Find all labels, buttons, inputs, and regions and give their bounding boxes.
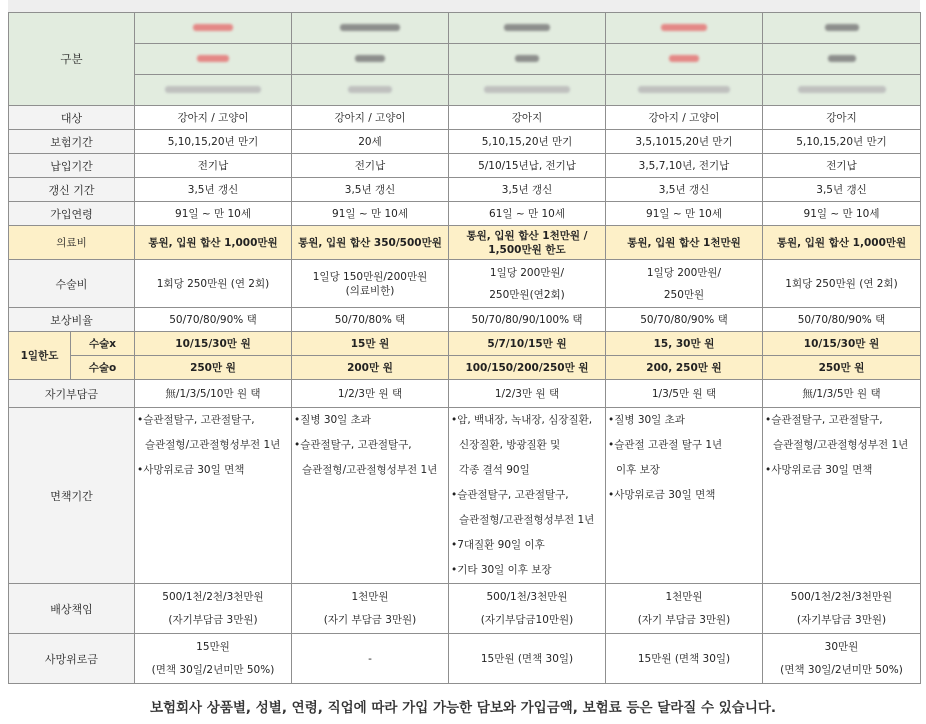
row-deductible <box>9 380 921 408</box>
table-cell: 100/150/200/250만 원 <box>449 356 606 380</box>
daily-limit-label: 1일한도 <box>9 332 71 380</box>
product-code-2 <box>292 44 449 75</box>
table-cell: 1회당 250만원 (연 2회) <box>763 260 921 308</box>
table-cell: 5,10,15,20년 만기 <box>135 130 292 154</box>
table-cell: 통원, 입원 합산 1,000만원 <box>135 226 292 260</box>
table-cell: 500/1천/2천/3천만원 (자기부담금 3만원) <box>135 584 292 634</box>
row-label: 가입연령 <box>9 202 135 226</box>
row-death <box>9 634 921 684</box>
table-cell: 1/2/3만 원 택 <box>449 380 606 408</box>
row-label: 갱신 기간 <box>9 178 135 202</box>
table-cell: 통원, 입원 합산 1천만원 <box>606 226 763 260</box>
row-ratio <box>9 308 921 332</box>
corner-label: 구분 <box>9 13 135 106</box>
table-cell: 통원, 입원 합산 1,000만원 <box>763 226 921 260</box>
product-code-5 <box>763 44 921 75</box>
row-exemption <box>9 408 921 584</box>
row-daily-limit-surgery <box>9 356 921 380</box>
sub-label: 수술x <box>71 332 135 356</box>
table-cell: 3,5,1015,20년 만기 <box>606 130 763 154</box>
top-strip <box>8 0 920 12</box>
company-name-4 <box>606 13 763 44</box>
table-cell: 200만 원 <box>292 356 449 380</box>
table-cell: 15만원 (면책 30일) <box>449 634 606 684</box>
row-label: 보상비율 <box>9 308 135 332</box>
table-cell: 500/1천/2천/3천만원 (자기부담금 3만원) <box>763 584 921 634</box>
row-medical <box>9 226 921 260</box>
exemption-cell: •질병 30일 초과 •슬관절탈구, 고관절탈구, 슬관절형/고관절형성부전 1년 <box>292 408 449 584</box>
row-age <box>9 202 921 226</box>
table-cell: 통원, 입원 합산 350/500만원 <box>292 226 449 260</box>
table-cell: 91일 ~ 만 10세 <box>763 202 921 226</box>
table-cell: 250만 원 <box>763 356 921 380</box>
table-cell: 91일 ~ 만 10세 <box>135 202 292 226</box>
row-label: 수술비 <box>9 260 135 308</box>
table-cell: 1일당 200만원/ 250만원(연2회) <box>449 260 606 308</box>
table-cell: 3,5년 갱신 <box>763 178 921 202</box>
table-cell: 전기납 <box>292 154 449 178</box>
table-cell: 1천만원 (자기 부담금 3만원) <box>606 584 763 634</box>
table-cell: 61일 ~ 만 10세 <box>449 202 606 226</box>
product-name-3 <box>449 75 606 106</box>
table-cell: 91일 ~ 만 10세 <box>606 202 763 226</box>
footer-disclaimer: 보험회사 상품별, 성별, 연령, 직업에 따라 가입 가능한 담보와 가입금액, 보험료 등은 달라질 수 있습니다. <box>149 700 777 716</box>
table-cell: 10/15/30만 원 <box>763 332 921 356</box>
table-cell: 無/1/3/5만 원 택 <box>763 380 921 408</box>
table-cell: 50/70/80/90/100% 택 <box>449 308 606 332</box>
table-cell: 15, 30만 원 <box>606 332 763 356</box>
table-cell: 통원, 입원 합산 1천만원 / 1,500만원 한도 <box>449 226 606 260</box>
table-cell: 강아지 <box>763 106 921 130</box>
sub-label: 수술o <box>71 356 135 380</box>
table-cell: 강아지 <box>449 106 606 130</box>
table-cell: 3,5년 갱신 <box>606 178 763 202</box>
row-payment <box>9 154 921 178</box>
table-cell: 250만 원 <box>135 356 292 380</box>
table-cell: 500/1천/3천만원 (자기부담금10만원) <box>449 584 606 634</box>
product-name-4 <box>606 75 763 106</box>
table-cell: 5/10/15년납, 전기납 <box>449 154 606 178</box>
table-cell: 강아지 / 고양이 <box>292 106 449 130</box>
row-label: 보험기간 <box>9 130 135 154</box>
table-cell: 50/70/80/90% 택 <box>135 308 292 332</box>
row-daily-limit-no-surgery <box>9 332 921 356</box>
product-code-1 <box>135 44 292 75</box>
exemption-cell: •암, 백내장, 녹내장, 심장질환, 신장질환, 방광질환 및 각종 결석 90일 •슬관절탈구, 고관절탈구, 슬관절형/고관절형성부전 1년 •7대질환 90일 이후 •기타 30일 이후 보장 <box>449 408 606 584</box>
company-name-5 <box>763 13 921 44</box>
table-cell: 강아지 / 고양이 <box>135 106 292 130</box>
product-code-4 <box>606 44 763 75</box>
row-renewal <box>9 178 921 202</box>
table-cell: 50/70/80% 택 <box>292 308 449 332</box>
table-cell: 1회당 250만원 (연 2회) <box>135 260 292 308</box>
header-row-code <box>9 44 921 75</box>
row-label: 납입기간 <box>9 154 135 178</box>
exemption-cell: •질병 30일 초과 •슬관절 고관절 탈구 1년 이후 보장 •사망위로금 30일 면책 <box>606 408 763 584</box>
row-label: 배상책임 <box>9 584 135 634</box>
table-cell: 50/70/80/90% 택 <box>606 308 763 332</box>
table-cell: 200, 250만 원 <box>606 356 763 380</box>
table-cell: 1/2/3만 원 택 <box>292 380 449 408</box>
table-cell: 전기납 <box>763 154 921 178</box>
product-name-1 <box>135 75 292 106</box>
table-cell: 10/15/30만 원 <box>135 332 292 356</box>
product-name-2 <box>292 75 449 106</box>
row-target <box>9 106 921 130</box>
company-name-2 <box>292 13 449 44</box>
row-liability <box>9 584 921 634</box>
table-cell: - <box>292 634 449 684</box>
table-cell: 5,10,15,20년 만기 <box>449 130 606 154</box>
table-cell: 3,5,7,10년, 전기납 <box>606 154 763 178</box>
product-name-5 <box>763 75 921 106</box>
table-cell: 3,5년 갱신 <box>292 178 449 202</box>
row-label: 면책기간 <box>9 408 135 584</box>
company-name-1 <box>135 13 292 44</box>
table-cell: 1일당 200만원/ 250만원 <box>606 260 763 308</box>
row-label: 대상 <box>9 106 135 130</box>
row-label: 의료비 <box>9 226 135 260</box>
table-cell: 15만원 (면책 30일/2년미만 50%) <box>135 634 292 684</box>
table-cell: 20세 <box>292 130 449 154</box>
row-term <box>9 130 921 154</box>
product-code-3 <box>449 44 606 75</box>
company-name-3 <box>449 13 606 44</box>
exemption-cell: •슬관절탈구, 고관절탈구, 슬관절형/고관절형성부전 1년 •사망위로금 30일 면책 <box>135 408 292 584</box>
table-cell: 5,10,15,20년 만기 <box>763 130 921 154</box>
table-cell: 1일당 150만원/200만원 (의료비한) <box>292 260 449 308</box>
table-cell: 91일 ~ 만 10세 <box>292 202 449 226</box>
table-cell: 15만 원 <box>292 332 449 356</box>
table-cell: 3,5년 갱신 <box>135 178 292 202</box>
table-cell: 3,5년 갱신 <box>449 178 606 202</box>
row-surgery <box>9 260 921 308</box>
header-row-name <box>9 13 921 44</box>
row-label: 자기부담금 <box>9 380 135 408</box>
row-label: 사망위로금 <box>9 634 135 684</box>
table-cell: 전기납 <box>135 154 292 178</box>
table-cell: 50/70/80/90% 택 <box>763 308 921 332</box>
table-cell: 강아지 / 고양이 <box>606 106 763 130</box>
table-cell: 15만원 (면책 30일) <box>606 634 763 684</box>
table-cell: 5/7/10/15만 원 <box>449 332 606 356</box>
header-row-product <box>9 75 921 106</box>
table-cell: 30만원 (면책 30일/2년미만 50%) <box>763 634 921 684</box>
table-cell: 無/1/3/5/10만 원 택 <box>135 380 292 408</box>
table-cell: 1/3/5만 원 택 <box>606 380 763 408</box>
insurance-comparison-table <box>8 12 921 684</box>
exemption-cell: •슬관절탈구, 고관절탈구, 슬관절형/고관절형성부전 1년 •사망위로금 30일 면책 <box>763 408 921 584</box>
table-cell: 1천만원 (자기 부담금 3만원) <box>292 584 449 634</box>
